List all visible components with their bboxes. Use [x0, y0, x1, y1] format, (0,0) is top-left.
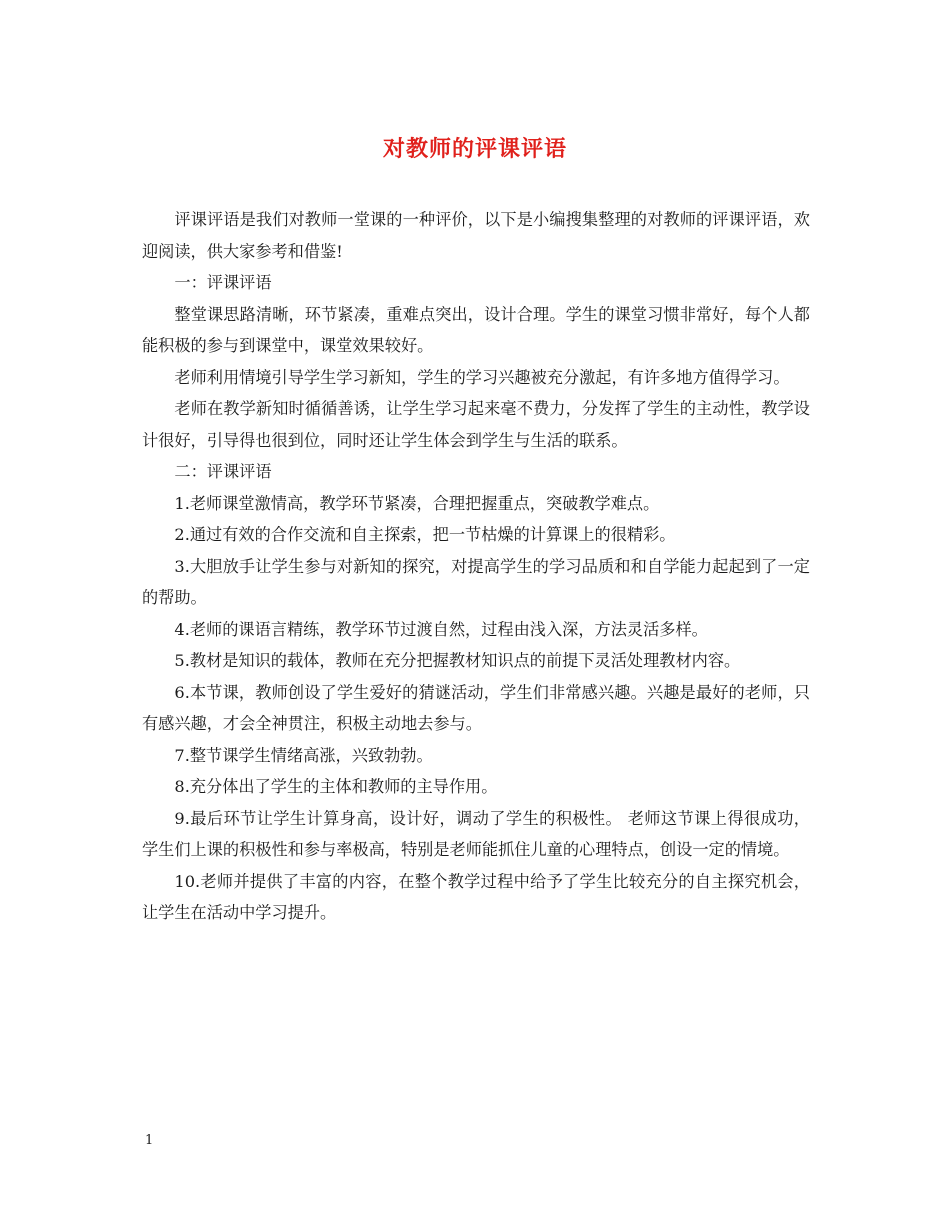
document-title: 对教师的评课评语: [382, 136, 567, 162]
paragraph: 老师利用情境引导学生学习新知，学生的学习兴趣被充分激起，有许多地方值得学习。: [174, 367, 790, 387]
list-item: 3.大胆放手让学生参与对新知的探究，对提高学生的学习品质和和自学能力起起到了一定的帮助。: [142, 556, 810, 607]
list-item: 4.老师的课语言精练，教学环节过渡自然，过程由浅入深，方法灵活多样。: [174, 619, 708, 639]
list-item: 6.本节课，教师创设了学生爱好的猜谜活动，学生们非常感兴趣。兴趣是最好的老师，只有感兴趣，才会全神贯注，积极主动地去参与。: [142, 682, 810, 733]
section-heading-2: 二：评课评语: [174, 462, 272, 481]
page-number: 1: [145, 1133, 154, 1148]
paragraph: 整堂课思路清晰，环节紧凑，重难点突出，设计合理。学生的课堂习惯非常好，每个人都能积极的参与到课堂中，课堂效果较好。: [142, 304, 810, 355]
list-item: 7.整节课学生情绪高涨，兴致勃勃。: [174, 745, 433, 765]
list-item: 8.充分体出了学生的主体和教师的主导作用。: [174, 777, 498, 796]
list-item: 1.老师课堂激情高，教学环节紧凑，合理把握重点，突破教学难点。: [174, 493, 660, 513]
list-item: 2.通过有效的合作交流和自主探索，把一节枯燥的计算课上的很精彩。: [174, 525, 676, 544]
section-heading-1: 一：评课评语: [174, 273, 272, 292]
list-item: 9.最后环节让学生计算身高，设计好，调动了学生的积极性。 老师这节课上得很成功，学生们上课的积极性和参与率极高，特别是老师能抓住儿童的心理特点，创设一定的情境。: [142, 808, 810, 859]
document-body: [142, 204, 810, 929]
paragraph-intro: 评课评语是我们对教师一堂课的一种评价，以下是小编搜集整理的对教师的评课评语，欢迎阅读，供大家参考和借鉴!: [142, 210, 810, 261]
list-item: 5.教材是知识的载体，教师在充分把握教材知识点的前提下灵活处理教材内容。: [174, 651, 741, 670]
list-item: 10.老师并提供了丰富的内容，在整个教学过程中给予了学生比较充分的自主探究机会，让学生在活动中学习提升。: [142, 871, 810, 922]
paragraph: 老师在教学新知时循循善诱，让学生学习起来毫不费力，分发挥了学生的主动性，教学设计很好，引导得也很到位，同时还让学生体会到学生与生活的联系。: [142, 399, 810, 450]
